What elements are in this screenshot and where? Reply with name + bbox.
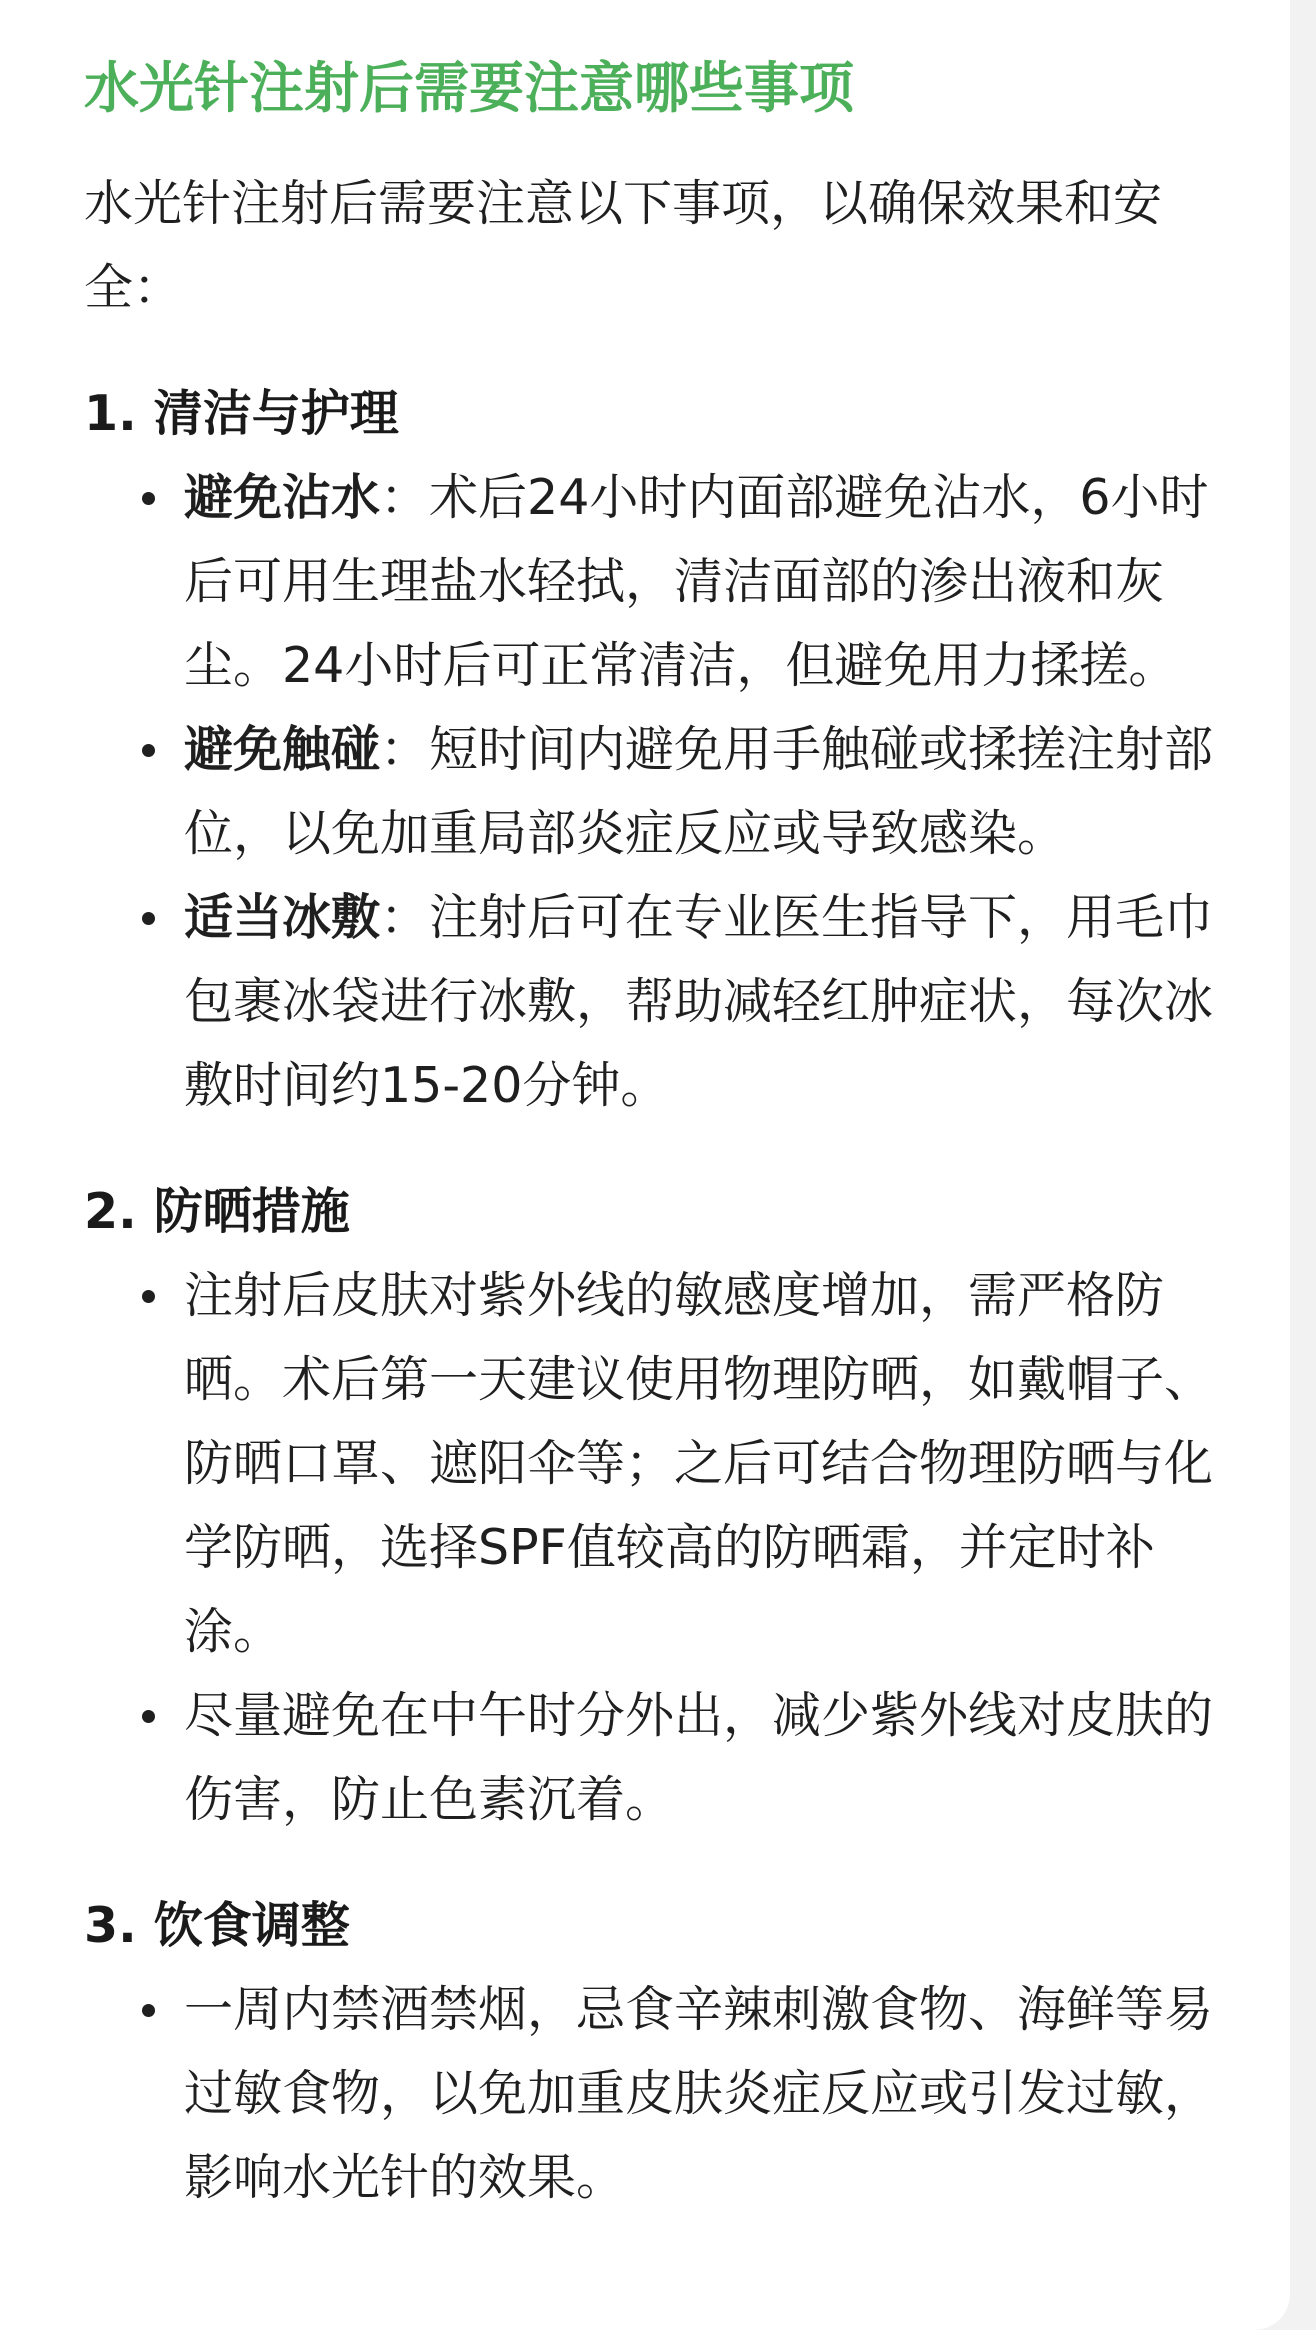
section-sun-protection	[84, 1170, 1230, 1842]
list-item	[184, 708, 1230, 876]
list-item	[184, 876, 1230, 1128]
bullet-list	[84, 456, 1230, 1128]
item-text: 注射后可在专业医生指导下，用毛巾包裹冰袋进行冰敷，帮助减轻红肿症状，每次冰敷时间约15-20分钟。	[184, 889, 1214, 1114]
item-text: 短时间内避免用手触碰或揉搓注射部位，以免加重局部炎症反应或导致感染。	[184, 721, 1214, 862]
item-separator: ：	[380, 721, 430, 778]
list-item: 一周内禁酒禁烟，忌食辛辣刺激食物、海鲜等易过敏食物，以免加重皮肤炎症反应或引发过敏，影响水光针的效果。	[184, 1968, 1230, 2220]
section-heading: 1. 清洁与护理	[84, 385, 399, 442]
item-term: 避免沾水	[184, 469, 381, 526]
item-term: 适当冰敷	[184, 889, 381, 946]
item-term: 避免触碰	[184, 721, 381, 778]
bullet-list	[84, 1254, 1230, 1842]
section-heading: 2. 防晒措施	[84, 1183, 350, 1240]
item-separator: ：	[380, 889, 430, 946]
page-title: 水光针注射后需要注意哪些事项	[84, 56, 855, 120]
bullet-list	[84, 1968, 1230, 2220]
list-item	[184, 456, 1230, 708]
section-cleaning	[84, 372, 1230, 1128]
section-diet	[84, 1884, 1230, 2220]
item-text: 术后24小时内面部避免沾水，6小时后可用生理盐水轻拭，清洁面部的渗出液和灰尘。24小时后可正常清洁，但避免用力揉搓。	[184, 469, 1209, 694]
list-item: 注射后皮肤对紫外线的敏感度增加，需严格防晒。术后第一天建议使用物理防晒，如戴帽子、防晒口罩、遮阳伞等；之后可结合物理防晒与化学防晒，选择SPF值较高的防晒霜，并定时补涂。	[184, 1254, 1230, 1674]
list-item: 尽量避免在中午时分外出，减少紫外线对皮肤的伤害，防止色素沉着。	[184, 1674, 1230, 1842]
intro-paragraph: 水光针注射后需要注意以下事项，以确保效果和安全：	[84, 175, 1163, 316]
item-separator: ：	[380, 469, 430, 526]
section-heading: 3. 饮食调整	[84, 1897, 350, 1954]
